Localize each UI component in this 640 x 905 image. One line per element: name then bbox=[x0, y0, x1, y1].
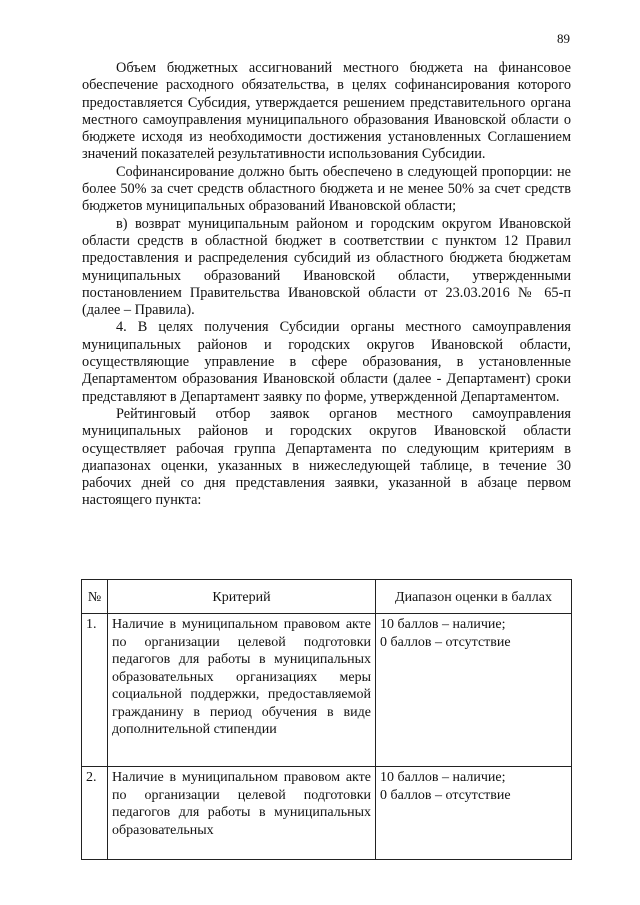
row-number: 2. bbox=[82, 767, 108, 860]
document-body bbox=[82, 60, 571, 510]
paragraph-application: 4. В целях получения Субсидии органы местного самоуправления муниципальных районов и городских округов Ивановской области, осуществляющие управление в сфере образования, в установленные Департаментом образования Ивановской области (далее - Департамент) сроки представляют в Департамент заявку по форме, утвержденной Департаментом. bbox=[82, 319, 571, 405]
header-number: № bbox=[82, 580, 108, 614]
row-score-range bbox=[376, 767, 572, 860]
score-present: 10 баллов – наличие; bbox=[380, 770, 506, 785]
paragraph-budget: Объем бюджетных ассигнований местного бюджета на финансовое обеспечение расходного обязательства, в целях софинансирования которого предоставляется Субсидия, утверждается решением представительного органа местного самоуправления муниципального образования Ивановской области о бюджете исходя из необходимости достижения установленных Соглашением значений показателей результативности использования Субсидии. bbox=[82, 60, 571, 163]
row-score-range bbox=[376, 614, 572, 767]
row-criterion: Наличие в муниципальном правовом акте по организации целевой подготовки педагогов для работы в муниципальных образовательных bbox=[108, 767, 376, 860]
paragraph-return: в) возврат муниципальным районом и городским округом Ивановской области средств в областной бюджет в соответствии с пунктом 12 Правил предоставления и распределения субсидий из областного бюджета бюджетам муниципальных образований Ивановской области, утвержденными постановлением Правительства Ивановской области от 23.03.2016 № 65-п (далее – Правила). bbox=[82, 215, 571, 319]
row-criterion: Наличие в муниципальном правовом акте по организации целевой подготовки педагогов для работы в муниципальных образовательных организациях меры социальной поддержки, предоставляемой гражданину в период обучения в виде дополнительной стипендии bbox=[108, 614, 376, 767]
paragraph-rating: Рейтинговый отбор заявок органов местного самоуправления муниципальных районов и городских округов Ивановской области осуществляет рабочая группа Департамента по следующим критериям в диапазонах оценки, указанных в нижеследующей таблице, в течение 30 рабочих дней со дня представления заявки, указанной в абзаце первом настоящего пункта: bbox=[82, 405, 571, 509]
score-absent: 0 баллов – отсутствие bbox=[380, 787, 511, 803]
table-header-row bbox=[82, 580, 572, 614]
header-criterion: Критерий bbox=[108, 580, 376, 614]
row-number: 1. bbox=[82, 614, 108, 767]
paragraph-cofinancing: Софинансирование должно быть обеспечено в следующей пропорции: не более 50% за счет средств областного бюджета и не менее 50% за счет средств бюджетов муниципальных образований Ивановской области; bbox=[82, 163, 571, 215]
score-present: 10 баллов – наличие; bbox=[380, 617, 506, 632]
table-row bbox=[82, 767, 572, 860]
header-score-range: Диапазон оценки в баллах bbox=[376, 580, 572, 614]
table-row bbox=[82, 614, 572, 767]
score-absent: 0 баллов – отсутствие bbox=[380, 634, 511, 650]
criteria-table bbox=[81, 579, 571, 860]
page-number: 89 bbox=[557, 31, 570, 46]
